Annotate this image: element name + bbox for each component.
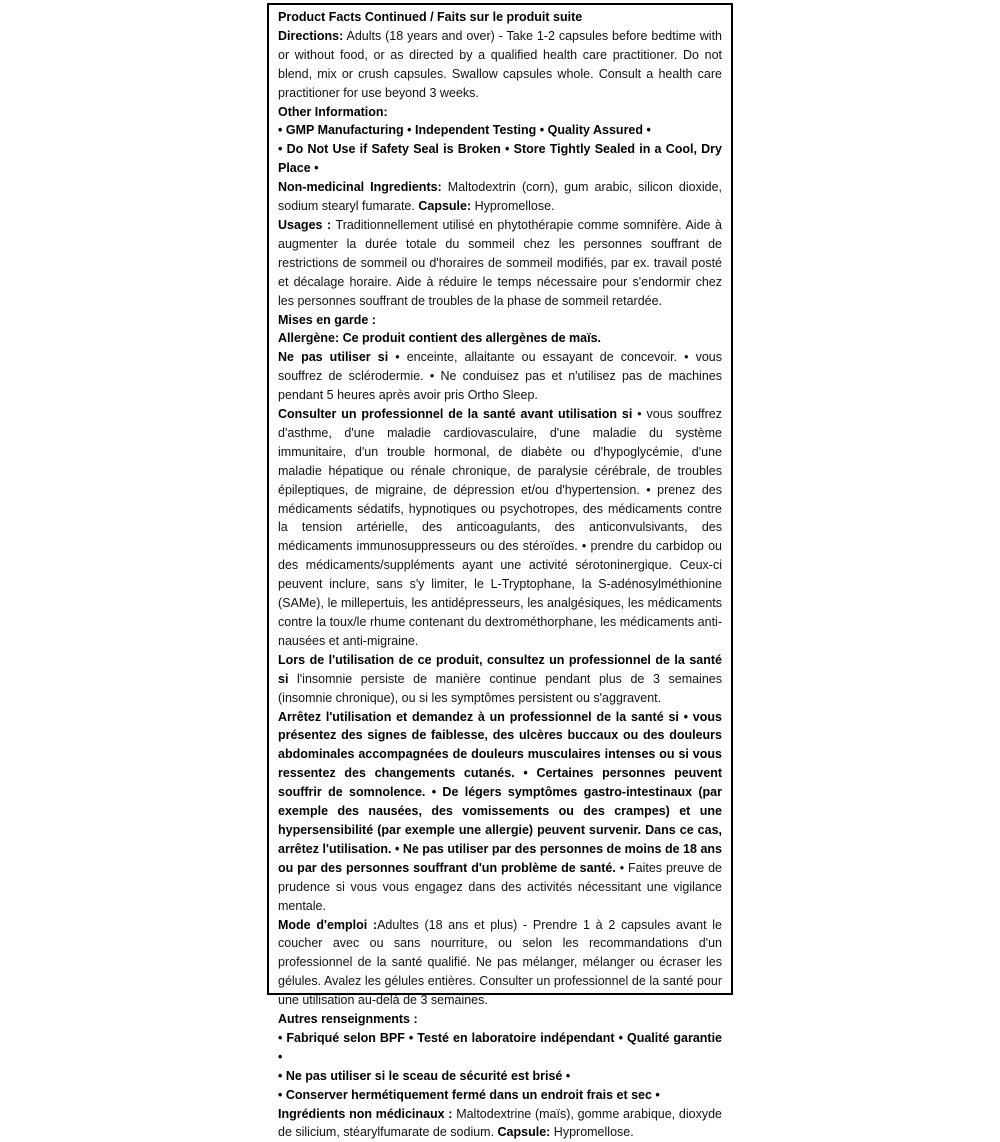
mode-emploi-text: Adultes (18 ans et plus) - Prendre 1 à 2 capsules avant le coucher avec ou sans nourriture, ou selon les recommandations d'un professionnel de la santé qualifié. Ne pas mélanger, mélanger ou écraser les gélules. Avalez les gélules entières. Consulter un professionnel de la santé pour une utilisation au-delà de 3 semaines. <box>278 917 722 1008</box>
ingredients-nm-label: Ingrédients non médicinaux : <box>278 1106 453 1121</box>
autres-line-2: • Ne pas utiliser si le sceau de sécurité est brisé • <box>278 1068 571 1083</box>
panel-heading: Product Facts Continued / Faits sur le produit suite <box>278 10 583 24</box>
consult-during-text: l'insomnie persiste de manière continue pendant plus de 3 semaines (insomnie chronique), ou si les symptômes persistent ou s'aggravent. <box>278 671 722 705</box>
stop-use-regular-text: • Faites preuve de prudence si vous vous engagez dans des activités nécessitant une vigilance mentale. <box>278 860 723 913</box>
directions-label: Directions: <box>278 28 344 43</box>
non-medicinal-label: Non-medicinal Ingredients: <box>278 180 442 195</box>
product-facts-panel <box>267 3 733 1140</box>
do-not-use-label: Ne pas utiliser si <box>278 350 389 365</box>
autres-line-3: • Conserver hermétiquement fermé dans un endroit frais et sec • <box>278 1087 660 1102</box>
warnings-label: Mises en garde : <box>278 312 376 327</box>
usages-text: Traditionnellement utilisé en phytothérapie comme somnifère. Aide à augmenter la durée totale du sommeil chez les personnes souffrant de restrictions de sommeil ou d'horaires de sommeil modifiés, par ex. travail posté et décalage horaire. Aide à réduire le temps nécessaire pour s'endormir chez les personnes souffrant de troubles de la phase de sommeil retardée. <box>278 217 722 308</box>
capsule-fr-text: Hypromellose. <box>550 1125 634 1140</box>
do-not-use-text: • enceinte, allaitante ou essayant de concevoir. • vous souffrez de sclérodermie. • Ne conduisez pas et n'utilisez pas de machines pendant 5 heures après avoir pris Ortho Sleep. <box>278 350 722 403</box>
directions-paragraph <box>278 27 722 103</box>
consult-before-label: Consulter un professionnel de la santé avant utilisation si <box>278 407 633 422</box>
autres-line-1: • Fabriqué selon BPF • Testé en laboratoire indépendant • Qualité garantie • <box>278 1030 722 1064</box>
other-info-line-1: • GMP Manufacturing • Independent Testing • Quality Assured • <box>278 123 651 138</box>
usages-paragraph <box>278 216 722 311</box>
consult-before-paragraph <box>278 405 722 651</box>
stop-use-paragraph <box>278 708 722 916</box>
consult-before-text: • vous souffrez d'asthme, d'une maladie cardiovasculaire, d'une maladie du système immunitaire, d'un trouble hormonal, de diabète ou d'hypoglycémie, d'une maladie hépatique ou rénale chronique, de paralysie cérébrale, de troubles épileptiques, de migraine, de dépression et/ou d'hypertension. • prenez des médicaments sédatifs, hypnotiques ou psychotropes, des médicaments contre la tension artérielle, des anticoagulants, des anticonvulsivants, des médicaments immunosuppresseurs ou des stéroïdes. • prendre du carbidop ou des médicaments/suppléments ayant une activité sérotoninergique. Ceux-ci peuvent inclure, sans s'y limiter, le L-Tryptophane, la S-adénosylméthionine (SAMe), le millepertuis, les antidépresseurs, les analgésiques, les médicaments contre la toux/le rhume contenant du dextrométhorphane, les médicaments anti-nausées et anti-migraine. <box>278 407 723 648</box>
capsule-fr-label: Capsule: <box>497 1125 551 1140</box>
mode-emploi-label: Mode d'emploi : <box>278 917 378 932</box>
consult-during-label: Lors de l'utilisation de ce produit, consultez un professionnel de la santé si <box>278 652 722 686</box>
non-medicinal-paragraph <box>278 178 722 216</box>
ingredients-nm-paragraph <box>278 1105 722 1142</box>
capsule-label: Capsule: <box>418 199 472 214</box>
other-info-line-2: • Do Not Use if Safety Seal is Broken • Store Tightly Sealed in a Cool, Dry Place • <box>278 142 722 176</box>
capsule-text: Hypromellose. <box>471 199 555 214</box>
non-medicinal-text: Maltodextrin (corn), gum arabic, silicon dioxide, sodium stearyl fumarate. <box>278 180 722 214</box>
ingredients-nm-text: Maltodextrine (maïs), gomme arabique, dioxyde de silicium, stéarylfumarate de sodium. <box>278 1106 722 1140</box>
consult-during-paragraph <box>278 651 722 708</box>
autres-label: Autres renseignments : <box>278 1012 418 1027</box>
mode-emploi-paragraph <box>278 916 722 1011</box>
other-info-label: Other Information: <box>278 104 388 119</box>
directions-text: Adults (18 years and over) - Take 1-2 capsules before bedtime with or without food, or as directed by a qualified health care practitioner. Do not blend, mix or crush capsules. Swallow capsules whole. Consult a health care practitioner for use beyond 3 weeks. <box>278 28 722 100</box>
stop-use-bold-text: Arrêtez l'utilisation et demandez à un professionnel de la santé si • vous présentez des signes de faiblesse, des ulcères buccaux ou des douleurs abdominales accompagnées de douleurs musculaires intenses ou si vous ressentez des changements cutanés. • Certaines personnes peuvent souffrir de somnolence. • De légers symptômes gastro-intestinaux (par exemple des nausées, des vomissements ou des crampes) et une hypersensibilité (par exemple une allergie) peuvent survenir. Dans ce cas, arrêtez l'utilisation. • Ne pas utiliser par des personnes de moins de 18 ans ou par des personnes souffrant d'un problème de santé. <box>278 709 722 875</box>
usages-label: Usages : <box>278 217 332 232</box>
do-not-use-paragraph <box>278 348 722 405</box>
allergen-statement: Allergène: Ce produit contient des allergènes de maïs. <box>278 331 601 346</box>
